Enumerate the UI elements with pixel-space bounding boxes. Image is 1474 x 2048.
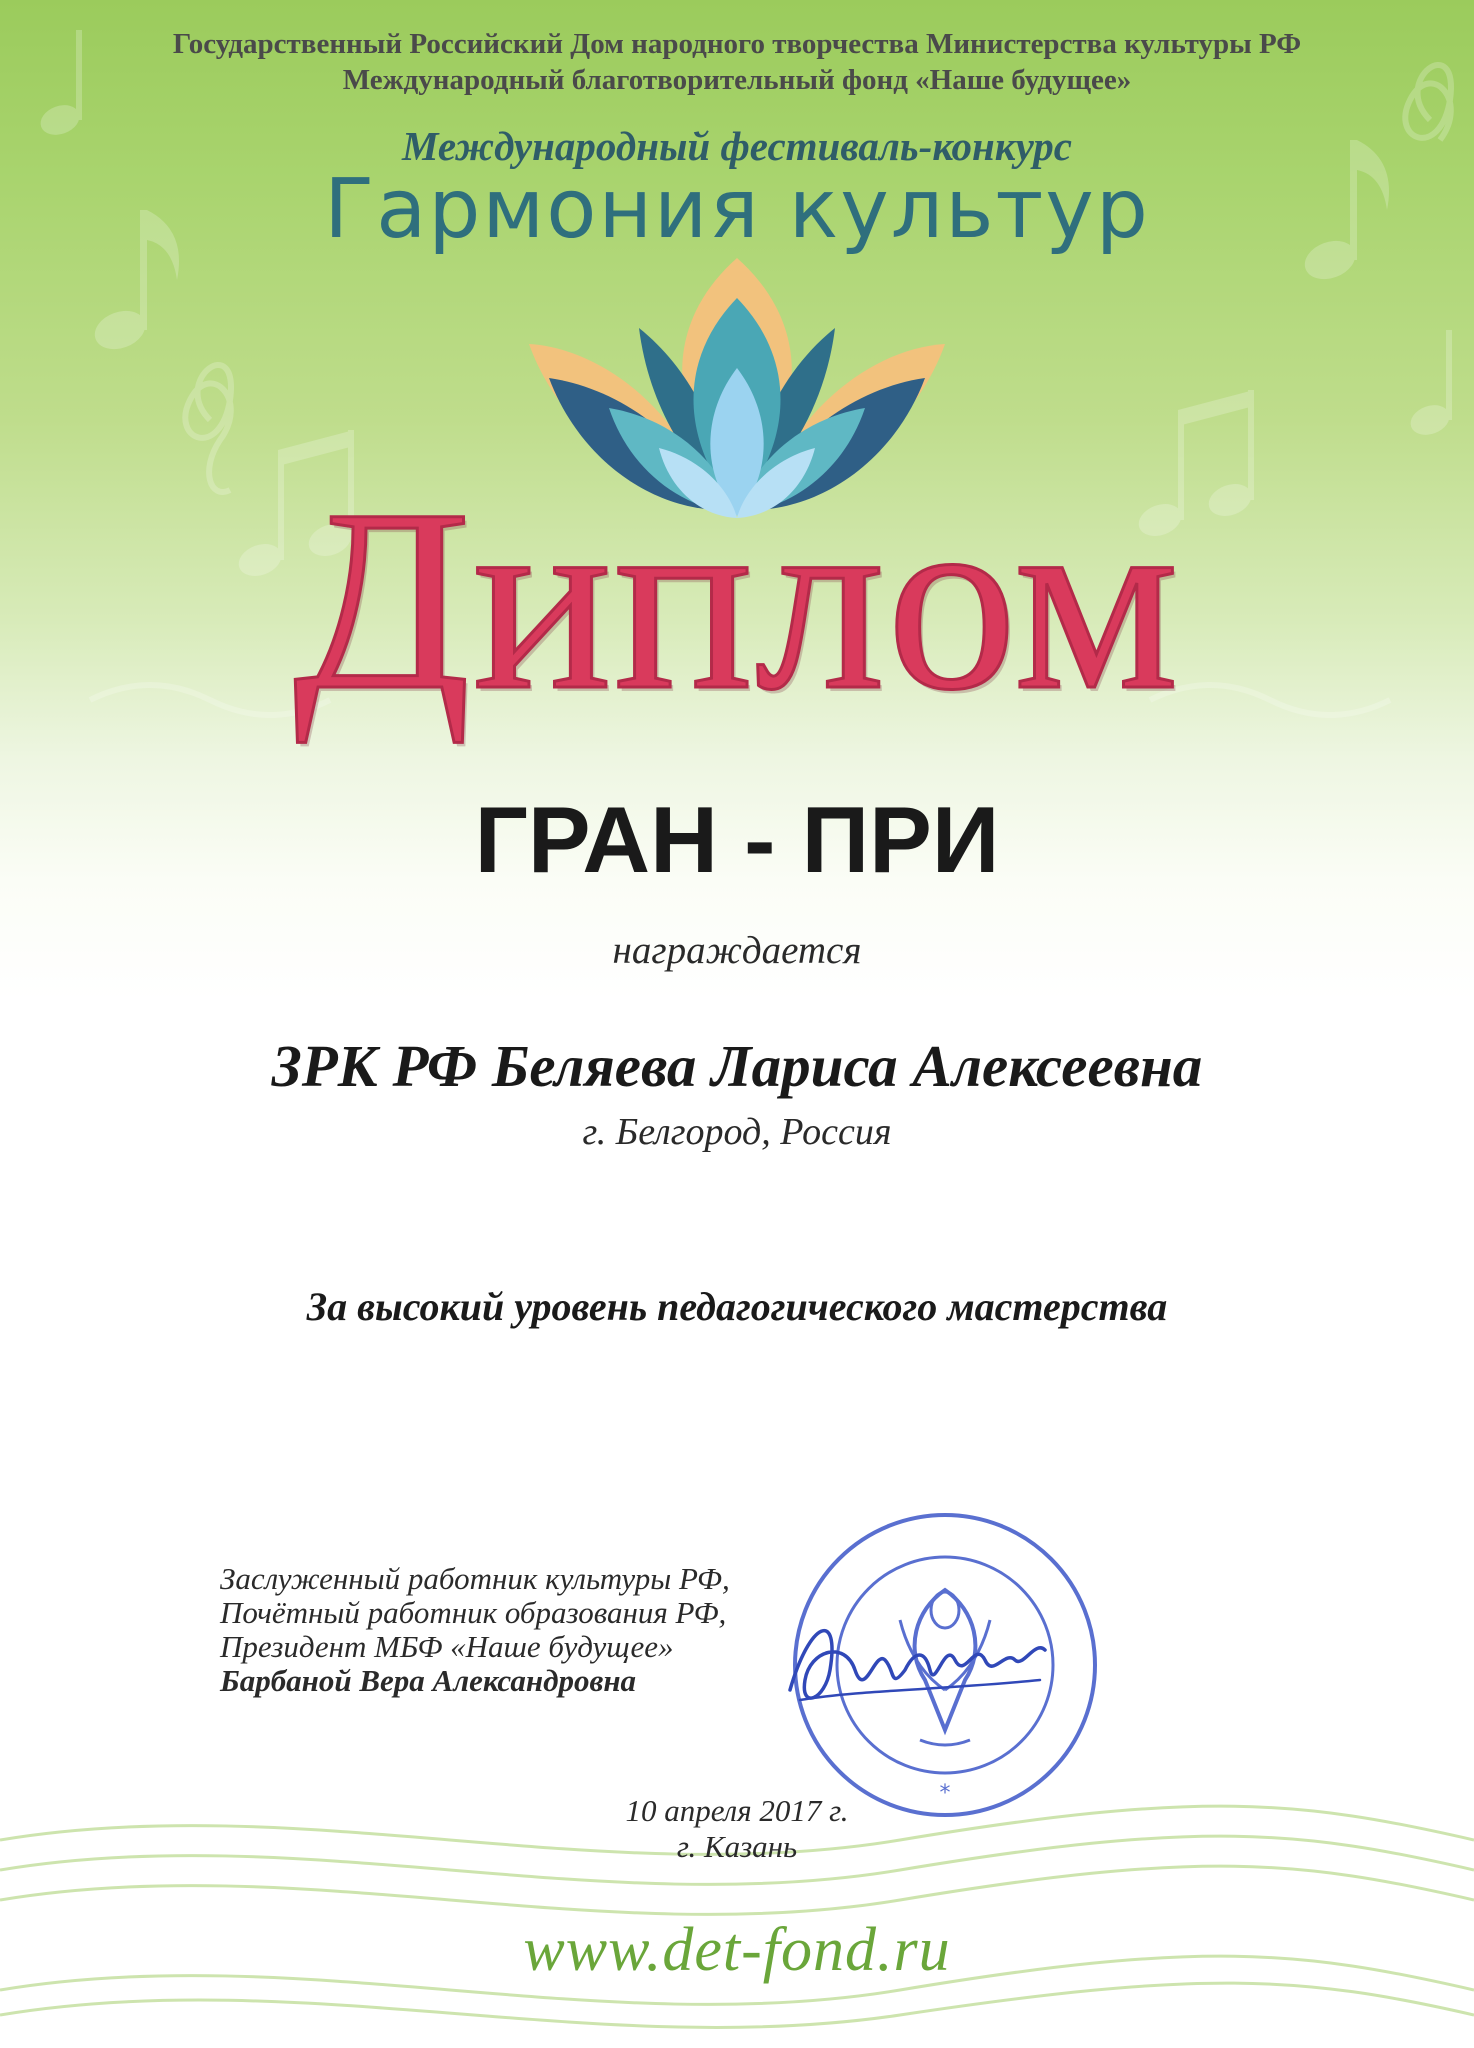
document-date: 10 апреля 2017 г. <box>625 1793 849 1828</box>
diploma-title: Диплом <box>293 456 1181 744</box>
recipient-location: г. Белгород, Россия <box>582 1111 892 1153</box>
signatory-name: Барбаной Вера Александровна <box>220 1663 637 1698</box>
website-link[interactable]: www.det-fond.ru <box>523 1916 951 1984</box>
signatory-title-1: Заслуженный работник культуры РФ, <box>220 1561 730 1596</box>
festival-name: Гармония культур <box>324 162 1150 257</box>
document-city: г. Казань <box>676 1829 798 1864</box>
recipient-name: ЗРК РФ Беляева Лариса Алексеевна <box>271 1033 1203 1099</box>
festival-type: Международный фестиваль-конкурс <box>402 123 1072 169</box>
svg-text:*: * <box>939 1781 951 1806</box>
award-reason: За высокий уровень педагогического мастерства <box>306 1284 1168 1329</box>
signatory-title-3: Президент МБФ «Наше будущее» <box>220 1629 674 1664</box>
signatory-block <box>220 1562 730 1698</box>
awarded-text: награждается <box>612 929 862 972</box>
award-title: ГРАН - ПРИ <box>474 787 1000 892</box>
signatory-title-2: Почётный работник образования РФ, <box>220 1595 727 1630</box>
organization-name-1: Государственный Российский Дом народного творчества Министерства культуры РФ <box>172 28 1302 60</box>
organization-name-2: Международный благотворительный фонд «Наше будущее» <box>342 64 1132 96</box>
handwritten-signature-icon <box>780 1600 1080 1720</box>
